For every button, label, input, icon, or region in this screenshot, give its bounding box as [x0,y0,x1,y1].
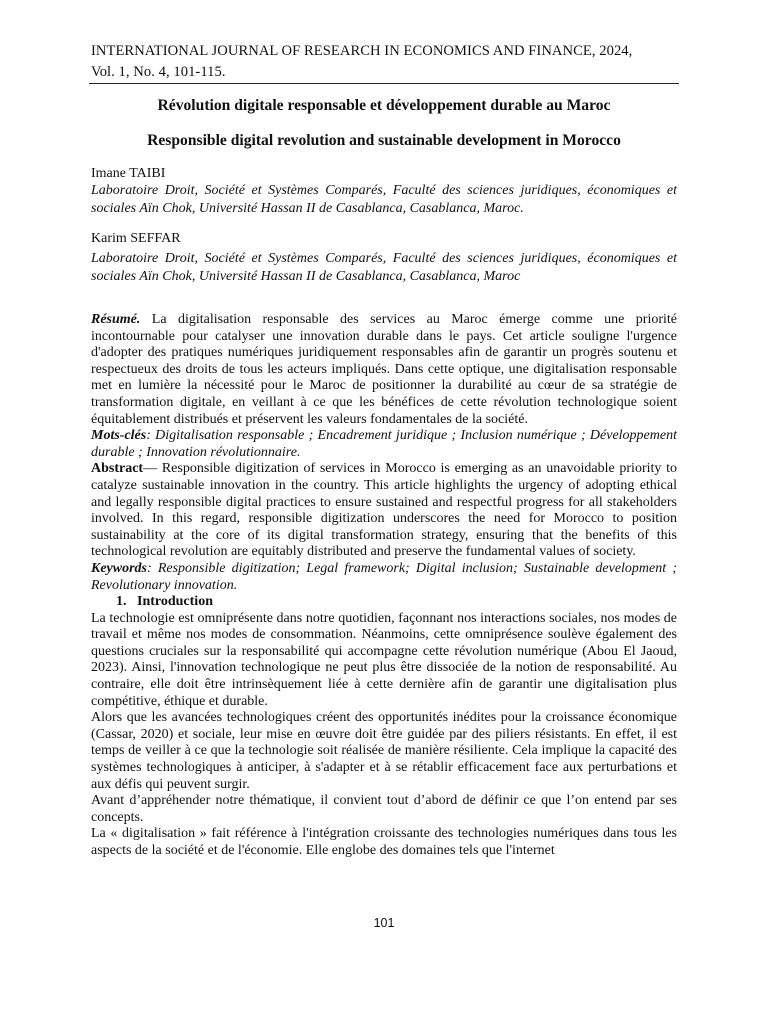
intro-paragraph-4: La « digitalisation » fait référence à l'intégration croissante des technologies numériques dans tous les aspects de la société et de l'économie. Elle englobe des domaines tels que l'internet [91,826,677,858]
journal-header [91,41,679,83]
section-number: 1. [116,594,127,610]
intro-paragraph-3: Avant d’appréhender notre thématique, il convient tout d’abord de définir ce que l’on entend par ses concepts. [91,793,677,825]
mots-cles-text: : Digitalisation responsable ; Encadrement juridique ; Inclusion numérique ; Développement durable ; Innovation révolutionnaire. [91,428,677,460]
resume-label: Résumé. [91,312,141,327]
mots-cles-paragraph [91,428,677,461]
page-number: 101 [373,916,395,930]
resume-text: La digitalisation responsable des services au Maroc émerge comme une priorité incontournable pour catalyser une innovation durable dans le pays. Cet article souligne l'urgence d'adopter des pratiques numériques juridiquement responsables afin de garantir un progrès soutenu et respectueux des droits de tous les acteurs impliqués. Dans cette optique, une digitalisation responsable met en lumière la nécessité pour le Maroc de positionner la durabilité au cœur de sa stratégie de transformation digitale, en veillant à ce que les bénéfices de cette révolution technologique soient équitablement distribués et préservent les valeurs fondamentales de la société. [91,312,677,427]
keywords-paragraph [91,561,677,594]
journal-header-line2: Vol. 1, No. 4, 101-115. [91,64,226,80]
title-french: Révolution digitale responsable et développement durable au Maroc [157,97,611,114]
resume-paragraph [91,312,677,428]
abstract-paragraph [91,461,677,561]
article-body [91,312,677,860]
mots-cles-label: Mots-clés [91,428,147,444]
header-divider [89,83,679,84]
author-name-2: Karim SEFFAR [91,231,181,246]
title-english: Responsible digital revolution and sustainable development in Morocco [147,132,621,149]
abstract-label: Abstract [91,461,144,477]
abstract-text: — Responsible digitization of services in Morocco is emerging as an unavoidable priority to catalyze sustainable innovation in the country. This article highlights the urgency of adopting ethical and legally responsible digital practices to ensure sustained and respectful progress for all stakeholders involved. In this regard, responsible digitization underscores the need for Morocco to position sustainability at the core of its digital transformation strategy, ensuring that the benefits of this technological revolution are equitably distributed and preserve the fundamental values of society. [91,461,677,560]
author-affiliation-1: Laboratoire Droit, Société et Systèmes Comparés, Faculté des sciences juridiques, économiques et sociales Aïn Chok, Université Hassan II de Casablanca, Casablanca, Maroc. [91,183,677,216]
intro-paragraph-2: Alors que les avancées technologiques créent des opportunités inédites pour la croissance économique (Cassar, 2020) et sociale, leur mise en œuvre doit être guidée par des piliers résistants. En effet, il est temps de veiller à ce que la technologie soit réalisée de manière résiliente. Cela implique la capacité des systèmes technologiques à anticiper, à s'adapter et à se rétablir efficacement face aux perturbations et aux défis qui peuvent surgir. [91,710,677,792]
intro-paragraph-1: La technologie est omniprésente dans notre quotidien, façonnant nos interactions sociales, nos modes de travail et même nos modes de consommation. Néanmoins, cette omniprésence soulève également des questions cruciales sur la responsabilité qui accompagne cette révolution numérique (Abou El Jaoud, 2023). Ainsi, l'innovation technologique ne peut plus être dissociée de la notion de responsabilité. Au contraire, elle doit être intrinsèquement liée à cette dernière afin de garantir une digitalisation plus compétitive, éthique et durable. [91,610,677,709]
section-heading-introduction [91,594,677,611]
author-affiliation-2: Laboratoire Droit, Société et Systèmes Comparés, Faculté des sciences juridiques, économiques et sociales Aïn Chok, Université Hassan II de Casablanca, Casablanca, Maroc [91,251,677,284]
author-name-1: Imane TAIBI [91,166,166,181]
keywords-text: : Responsible digitization; Legal framework; Digital inclusion; Sustainable development ; Revolutionary innovation. [91,560,677,593]
keywords-label: Keywords [91,560,147,576]
section-title: Introduction [137,594,213,610]
journal-header-line1: INTERNATIONAL JOURNAL OF RESEARCH IN ECONOMICS AND FINANCE, 2024, [91,43,633,59]
